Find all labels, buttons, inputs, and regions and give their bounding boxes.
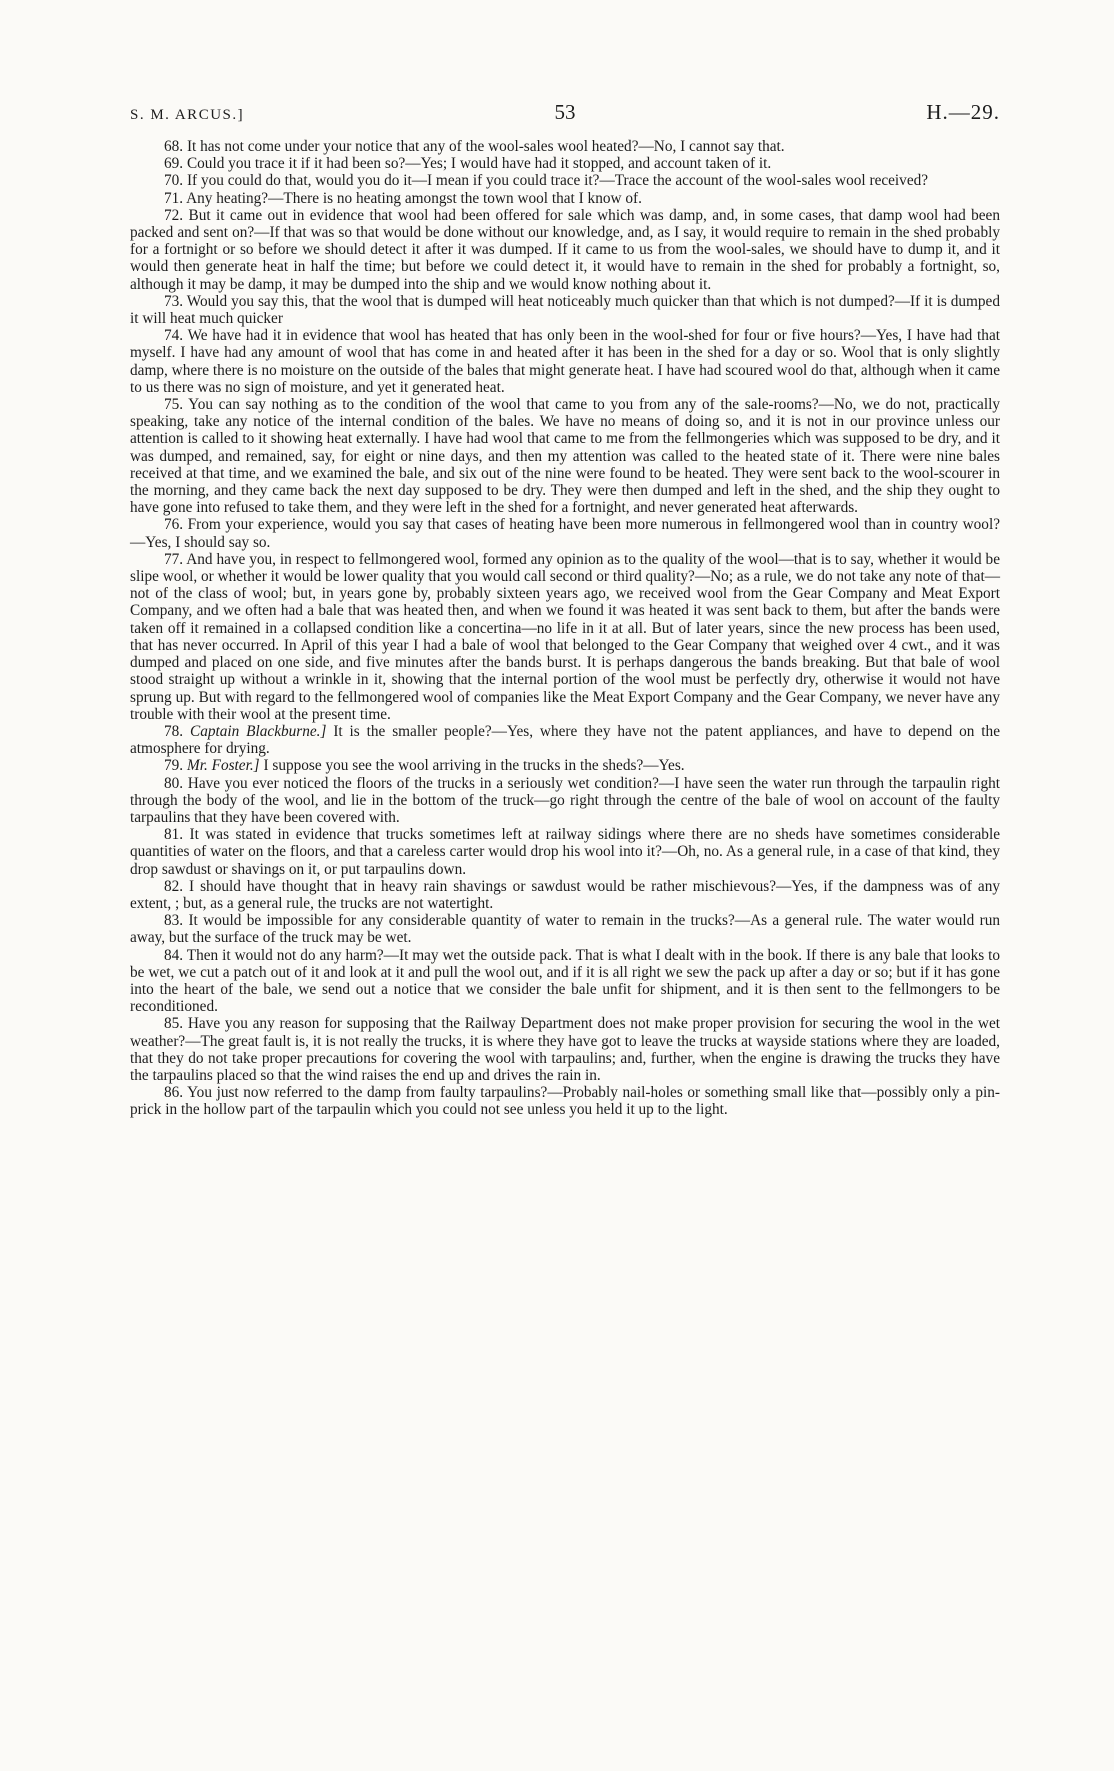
question-83: 83. It would be impossible for any considerable quantity of water to remain in the trucks?—As a general rule. The water would run away, but the surface of the truck may be wet. — [130, 912, 1000, 947]
question-80: 80. Have you ever noticed the floors of the trucks in a seriously wet condition?—I have seen the water run through the tarpaulin right through the body of the wool, and lie in the bottom of the truck—go right through the centre of the bale of wool on account of the faulty tarpaulins that they have been covered with. — [130, 774, 1000, 826]
question-74: 74. We have had it in evidence that wool has heated that has only been in the wool-shed for four or five hours?—Yes, I have had that myself. I have had any amount of wool that has come in and heated after it has been in the shed for a day or so. Wool that is only slightly damp, where there is no moisture on the outside of the bales that might generate heat. I have had scoured wool do that, although when it came to us there was no sign of moisture, and yet it generated heat. — [130, 327, 1000, 396]
question-71: 71. Any heating?—There is no heating amongst the town wool that I know of. — [164, 189, 642, 207]
question-75: 75. You can say nothing as to the condition of the wool that came to you from any of the sale-rooms?—No, we do not, practically speaking, take any notice of the internal condition of the bales. We have no means of doing so, and it is not in our province unless our attention is called to it showing heat externally. I have had wool that came to me from the fellmongeries which was supposed to be dry, and it was dumped, and remained, say, for eight or nine days, and then my attention was called to the heated state of it. There were nine bales received at that time, and we examined the bale, and six out of the nine were found to be heated. They were sent back to the wool-scourer in the morning, and they came back the next day supposed to be dry. They were then dumped and left in the shed, and the ship they ought to have gone into refused to take them, and they were left in the shed for a fortnight, and never generated heat afterwards. — [130, 396, 1000, 517]
question-text: I suppose you see the wool arriving in the trucks in the sheds?—Yes. — [259, 757, 685, 775]
question-82: 82. I should have thought that in heavy rain shavings or sawdust would be rather mischievous?—Yes, if the dampness was of any extent, ; but, as a general rule, the trucks are not watertight. — [130, 877, 1000, 912]
question-70: 70. If you could do that, would you do it—I mean if you could trace it?—Trace the account of the wool-sales wool received? — [164, 172, 929, 190]
evidence-text — [130, 138, 1000, 1119]
question-text: It is the smaller people?—Yes, where they have not the patent appliances, and have to depend on the atmosphere for drying. — [130, 722, 1000, 758]
document-reference: H.—29. — [926, 100, 1000, 124]
question-78 — [130, 723, 1000, 757]
witness-name: S. M. ARCUS.] — [130, 107, 245, 123]
question-79 — [130, 757, 1000, 774]
page-number: 53 — [554, 100, 576, 124]
question-69: 69. Could you trace it if it had been so?—Yes; I would have had it stopped, and account taken of it. — [164, 155, 772, 173]
question-81: 81. It was stated in evidence that trucks sometimes left at railway sidings where there are no sheds have sometimes considerable quantities of water on the floors, and that a careless carter would drop his wool into it?—Oh, no. As a general rule, in a case of that kind, they drop sawdust or shavings on it, or put tarpaulins down. — [130, 826, 1000, 878]
question-76: 76. From your experience, would you say that cases of heating have been more numerous in fellmongered wool than in country wool?—Yes, I should say so. — [130, 516, 1000, 551]
question-86: 86. You just now referred to the damp from faulty tarpaulins?—Probably nail-holes or something small like that—possibly only a pin-prick in the hollow part of the tarpaulin which you could not see unless you held it up to the light. — [130, 1084, 1000, 1119]
question-77: 77. And have you, in respect to fellmongered wool, formed any opinion as to the quality of the wool—that is to say, whether it would be slipe wool, or whether it would be lower quality that you would call second or third quality?—No; as a rule, we do not take any note of that—not of the class of wool; but, in years gone by, probably sixteen years ago, we received wool from the Gear Company and Meat Export Company, and we often had a bale that was heated then, and when we found it was heated it was sent back to them, but after the bands were taken off it remained in a collapsed condition like a concertina—no life in it at all. But of later years, since the new process has been used, that has never occurred. In April of this year I had a bale of wool that belonged to the Gear Company that weighed over 4 cwt., and it was dumped and placed on one side, and five minutes after the bands burst. It is perhaps dangerous the bands breaking. But that bale of wool stood straight up without a wrinkle in it, showing that the internal portion of the wool must be perfectly dry, otherwise it would not have sprung up. But with regard to the fellmongered wool of companies like the Meat Export Company and the Gear Company, we never have any trouble with their wool at the present time. — [130, 550, 1000, 723]
question-73: 73. Would you say this, that the wool that is dumped will heat noticeably much quicker than that which is not dumped?—If it is dumped it will heat much quicker — [130, 292, 1000, 328]
question-72: 72. But it came out in evidence that wool had been offered for sale which was damp, and, in some cases, that damp wool had been packed and sent on?—If that was so that would be done without our knowledge, and, as I say, it would require to remain in the shed probably for a fortnight or so before we should detect it after it was dumped. If it came to us from the wool-sales, we should have to dump it, and it would then generate heat in half the time; but before we could detect it, it would have to remain in the shed for probably a fortnight, so, although it may be damp, it may be dumped into the ship and we would know nothing about it. — [130, 206, 1000, 293]
speaker-name: Mr. Foster.] — [186, 757, 260, 775]
question-84: 84. Then it would not do any harm?—It may wet the outside pack. That is what I dealt with in the book. If there is any bale that looks to be wet, we cut a patch out of it and look at it and pull the wool out, and if it is all right we sew the pack up after a day or so; but if it has gone into the heart of the bale, we send out a notice that we consider the bale unfit for shipment, and it is then sent to the fellmongers to be reconditioned. — [130, 946, 1000, 1016]
question-68: 68. It has not come under your notice that any of the wool-sales wool heated?—No, I cannot say that. — [164, 138, 785, 155]
page-header — [130, 100, 1000, 130]
question-number: 78. — [164, 722, 184, 740]
question-85: 85. Have you any reason for supposing that the Railway Department does not make proper provision for securing the wool in the wet weather?—The great fault is, it is not really the trucks, it is where they have got to leave the trucks at wayside stations where they are loaded, that they do not take proper precautions for covering the wool with tarpaulins; and, further, when the engine is drawing the trucks they have the tarpaulins placed so that the wind raises the end up and drives the rain in. — [130, 1015, 1000, 1084]
speaker-name: Captain Blackburne.] — [190, 722, 327, 740]
question-number: 79. — [164, 757, 184, 775]
